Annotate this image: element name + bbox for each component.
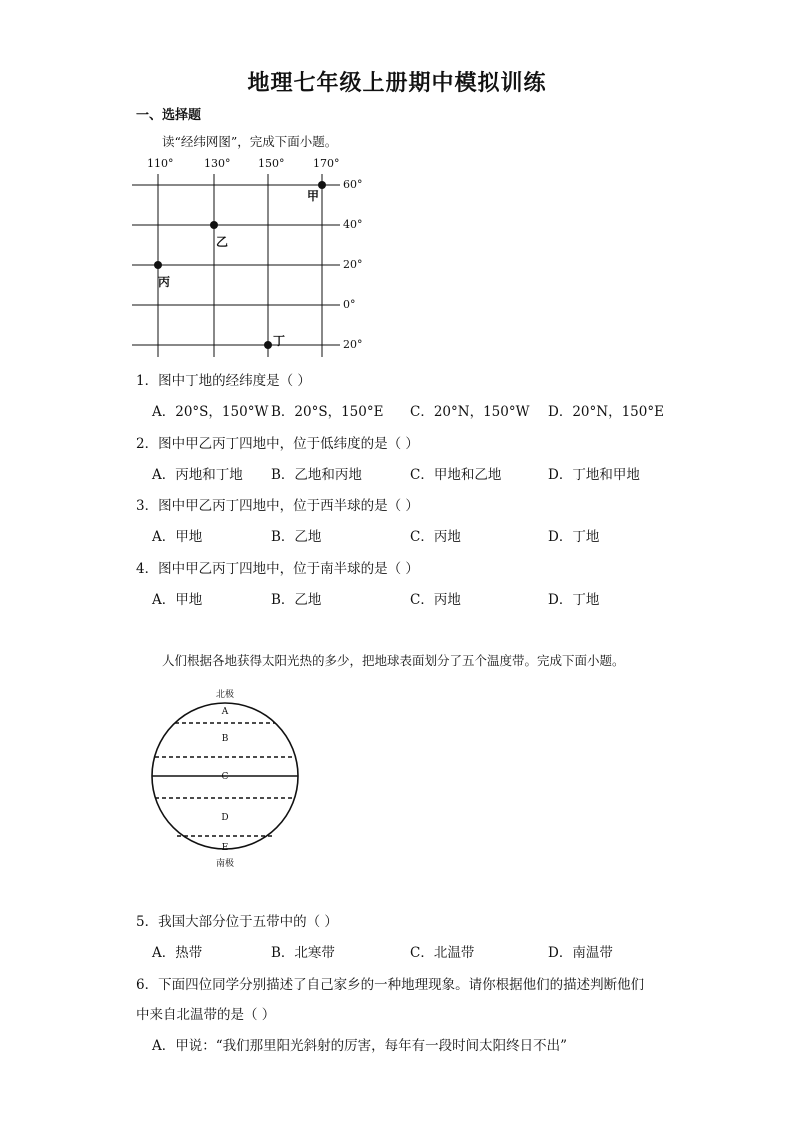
question-2-option-a[interactable]: A．丙地和丁地 — [152, 467, 243, 483]
lon-label-150: 150° — [258, 157, 285, 170]
question-4-option-d[interactable]: D．丁地 — [548, 592, 600, 608]
zone-label-c: C — [221, 772, 229, 782]
question-6-stem-line-2: 中来自北温带的是（ ） — [136, 1007, 276, 1023]
question-3-stem: 3．图中甲乙丙丁四地中，位于西半球的是（ ） — [136, 498, 419, 514]
zone-label-d: D — [221, 813, 229, 823]
lon-label-110: 110° — [147, 157, 174, 170]
zone-label-e: E — [221, 843, 229, 853]
question-4-option-c[interactable]: C．丙地 — [410, 592, 461, 608]
point-jia — [318, 181, 326, 189]
question-4-stem: 4．图中甲乙丙丁四地中，位于南半球的是（ ） — [136, 561, 419, 577]
question-3-option-b[interactable]: B．乙地 — [271, 529, 322, 545]
question-2-option-c[interactable]: C．甲地和乙地 — [410, 467, 502, 483]
label-yi: 乙 — [216, 235, 229, 249]
temperature-zones-figure — [145, 683, 315, 871]
graticule-figure — [120, 150, 380, 360]
question-4-option-a[interactable]: A．甲地 — [152, 592, 203, 608]
point-bing — [154, 261, 162, 269]
point-ding — [264, 341, 272, 349]
south-pole-label: 南极 — [215, 859, 235, 869]
zone-label-b: B — [221, 734, 229, 744]
question-2-option-d[interactable]: D．丁地和甲地 — [548, 467, 640, 483]
question-5-option-b[interactable]: B．北寒带 — [271, 945, 335, 961]
question-5-stem: 5．我国大部分位于五带中的（ ） — [136, 914, 338, 930]
question-4-option-b[interactable]: B．乙地 — [271, 592, 322, 608]
north-pole-label: 北极 — [215, 690, 235, 700]
lat-label-60n: 60° — [343, 178, 363, 191]
lon-label-170: 170° — [313, 157, 340, 170]
point-yi — [210, 221, 218, 229]
label-bing: 丙 — [158, 275, 171, 289]
question-1-stem: 1．图中丁地的经纬度是（ ） — [136, 373, 311, 389]
question-2-stem: 2．图中甲乙丙丁四地中，位于低纬度的是（ ） — [136, 436, 419, 452]
section-heading: 一、选择题 — [136, 108, 202, 123]
question-5-option-a[interactable]: A．热带 — [152, 945, 203, 961]
page-title: 地理七年级上册期中模拟训练 — [247, 70, 547, 96]
instruction-grid: 读“经纬网图”，完成下面小题。 — [162, 134, 338, 149]
question-1-option-d[interactable]: D．20°N，150°E — [548, 404, 664, 420]
question-5-option-c[interactable]: C．北温带 — [410, 945, 475, 961]
lon-label-130: 130° — [204, 157, 231, 170]
question-3-option-c[interactable]: C．丙地 — [410, 529, 461, 545]
question-2-option-b[interactable]: B．乙地和丙地 — [271, 467, 362, 483]
instruction-zones: 人们根据各地获得太阳光热的多少，把地球表面划分了五个温度带。完成下面小题。 — [162, 653, 625, 668]
question-6-option-a[interactable]: A．甲说：“我们那里阳光斜射的厉害，每年有一段时间太阳终日不出” — [152, 1038, 568, 1054]
question-5-option-d[interactable]: D．南温带 — [548, 945, 613, 961]
question-3-option-a[interactable]: A．甲地 — [152, 529, 203, 545]
question-1-option-c[interactable]: C．20°N，150°W — [410, 404, 530, 420]
lat-label-20n: 20° — [343, 258, 363, 271]
lat-label-20s: 20° — [343, 338, 363, 351]
question-1-option-b[interactable]: B．20°S，150°E — [271, 404, 384, 420]
question-3-option-d[interactable]: D．丁地 — [548, 529, 600, 545]
label-jia: 甲 — [307, 189, 320, 203]
lat-label-40n: 40° — [343, 218, 363, 231]
lat-label-0: 0° — [343, 298, 356, 311]
zone-label-a: A — [221, 707, 229, 717]
question-1-option-a[interactable]: A．20°S，150°W — [152, 404, 269, 420]
label-ding: 丁 — [273, 334, 286, 348]
question-6-stem-line-1: 6．下面四位同学分别描述了自己家乡的一种地理现象。请你根据他们的描述判断他们 — [136, 977, 645, 993]
